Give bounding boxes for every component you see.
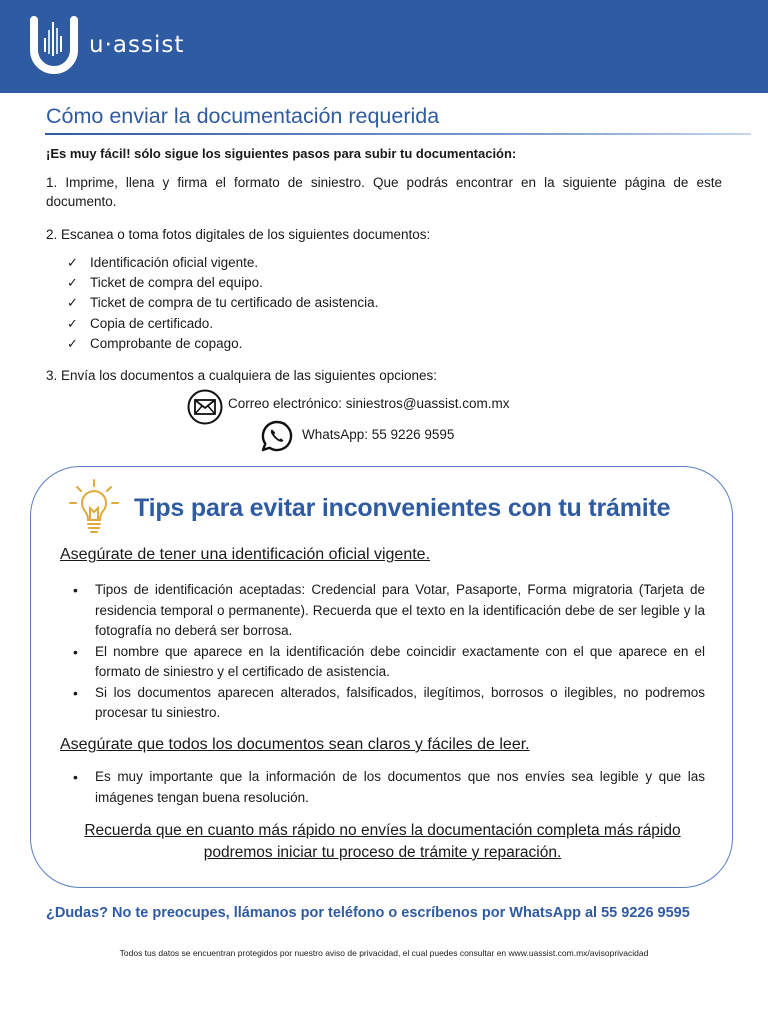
list-item: • Si los documentos aparecen alterados, falsificados, ilegítimos, borrosos o ilegibles, no podremos procesar tu siniestro. [95, 683, 705, 724]
list-item: ✓ Copia de certificado. [67, 314, 378, 334]
tips-title: Tips para evitar inconvenientes con tu trámite [134, 494, 671, 522]
page-title: Cómo enviar la documentación requerida [46, 104, 440, 128]
help-line: ¿Dudas? No te preocupes, llámanos por teléfono o escríbenos por WhatsApp al 55 9226 9595 [46, 905, 690, 921]
checkmark-icon: ✓ [67, 335, 78, 351]
lightbulb-icon [68, 478, 120, 538]
whatsapp-icon [260, 419, 294, 453]
header-bar [0, 0, 768, 93]
checkmark-icon: ✓ [67, 295, 78, 311]
list-item: • Tipos de identificación aceptadas: Credencial para Votar, Pasaporte, Forma migratoria (Tarjeta de residencia temporal o permanente). Recuerda que el texto en la identificación debe de ser legible y la fotografía no deberá ser borrosa. [95, 580, 705, 642]
tips-section-2-heading: Asegúrate que todos los documentos sean claros y fáciles de leer. [60, 736, 530, 753]
whatsapp-contact[interactable]: WhatsApp: 55 9226 9595 [302, 427, 455, 442]
list-item: ✓ Ticket de compra de tu certificado de asistencia. [67, 293, 378, 313]
list-item: ✓ Identificación oficial vigente. [67, 253, 378, 273]
step-1-text: 1. Imprime, llena y firma el formato de siniestro. Que podrás encontrar en la siguiente página de este documento. [46, 175, 722, 209]
checkmark-icon: ✓ [67, 255, 78, 270]
checkmark-icon: ✓ [67, 275, 78, 291]
list-item: • Es muy importante que la información de los documentos que nos envíes sea legible y que las imágenes tengan buena resolución. [95, 767, 705, 808]
privacy-notice: Todos tus datos se encuentran protegidos por nuestro aviso de privacidad, el cual puedes consultar en www.uassist.com.mx/avisoprivacidad [119, 948, 649, 958]
step-3-text: 3. Envía los documentos a cualquiera de las siguientes opciones: [46, 368, 437, 383]
list-item: ✓ Comprobante de copago. [67, 334, 378, 354]
email-contact[interactable]: Correo electrónico: siniestros@uassist.com.mx [228, 396, 510, 411]
title-divider [45, 133, 751, 135]
tips-section-2-list [95, 767, 705, 808]
step-2-text: 2. Escanea o toma fotos digitales de los siguientes documentos: [46, 227, 431, 242]
list-item: ✓ Ticket de compra del equipo. [67, 273, 378, 293]
checkmark-icon: ✓ [67, 315, 78, 331]
list-item: • El nombre que aparece en la identificación debe coincidir exactamente con el que aparece en el formato de siniestro y el certificado de asistencia. [95, 642, 705, 683]
document-checklist [67, 253, 378, 354]
envelope-icon [187, 389, 223, 425]
tips-section-1-heading: Asegúrate de tener una identificación oficial vigente. [60, 546, 431, 563]
brand-name: u·assist [89, 32, 185, 58]
u-logo-icon [28, 16, 80, 78]
closing-note: Recuerda que en cuanto más rápido no envíes la documentación completa más rápido podremos iniciar tu proceso de trámite y reparación. [84, 822, 681, 861]
tips-section-1-list [95, 580, 705, 724]
intro-text: ¡Es muy fácil! sólo sigue los siguientes pasos para subir tu documentación: [46, 146, 517, 161]
